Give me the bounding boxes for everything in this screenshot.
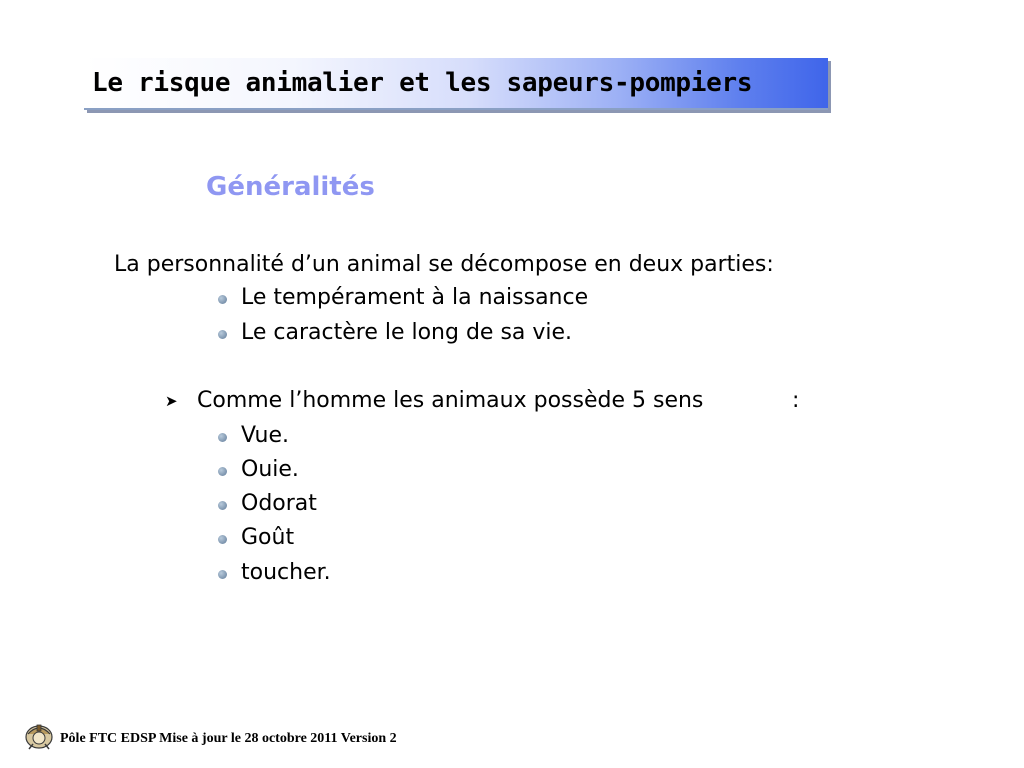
sense-item: Ouie. — [241, 457, 299, 482]
round-bullet-icon — [218, 433, 227, 442]
intro-text: La personnalité d’un animal se décompose en deux parties: — [114, 252, 774, 277]
sense-item: toucher. — [241, 560, 331, 585]
intro-item: Le caractère le long de sa vie. — [241, 320, 573, 345]
sense-item: Odorat — [241, 491, 317, 516]
intro-item: Le tempérament à la naissance — [241, 285, 589, 310]
round-bullet-icon — [218, 501, 227, 510]
title-banner — [84, 58, 828, 110]
slide-title: Le risque animalier et les sapeurs-pompiers — [92, 68, 753, 98]
footer-text: Pôle FTC EDSP Mise à jour le 28 octobre 2011 Version 2 — [60, 731, 397, 746]
round-bullet-icon — [218, 330, 227, 339]
sense-item: Vue. — [241, 423, 290, 448]
sense-item: Goût — [241, 525, 295, 550]
round-bullet-icon — [218, 535, 227, 544]
round-bullet-icon — [218, 467, 227, 476]
round-bullet-icon — [218, 295, 227, 304]
section-heading: Généralités — [206, 172, 375, 202]
arrowhead-bullet-icon: ➤ — [165, 392, 178, 410]
round-bullet-icon — [218, 570, 227, 579]
senses-colon: : — [792, 388, 800, 413]
firefighter-helmet-icon — [24, 720, 54, 750]
senses-intro: Comme l’homme les animaux possède 5 sens — [197, 388, 704, 413]
